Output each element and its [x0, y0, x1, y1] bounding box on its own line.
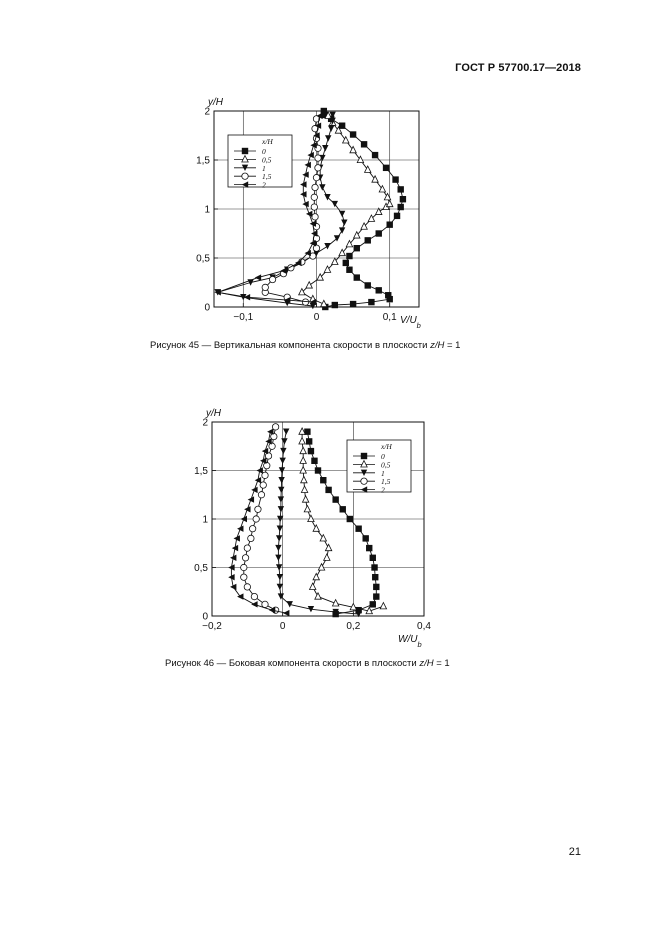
- fig1-series-0-point-13: [365, 237, 371, 243]
- figure-46-chart: [0, 398, 661, 648]
- fig1-series-0-point-7: [365, 282, 371, 288]
- fig1-legend-label-3: 1,5: [262, 172, 272, 182]
- fig1-series-2-point-12: [341, 220, 347, 226]
- fig2-series-2-point-15: [277, 574, 283, 580]
- fig2-legend-marker-0: [361, 453, 367, 459]
- fig1-series-2-point-21: [325, 135, 331, 141]
- fig2-legend-label-3: 1,5: [381, 477, 391, 487]
- fig1-series-2-point-22: [328, 125, 334, 131]
- fig2-series-3-point-12: [244, 545, 250, 551]
- fig2-series-1-point-12: [325, 544, 331, 550]
- fig1-series-3-point-4: [269, 276, 275, 282]
- fig1-y-tick-label-3: 1,5: [196, 155, 210, 167]
- fig1-series-4-point-15: [302, 172, 308, 178]
- figure-45-caption-var: z/H: [430, 340, 445, 351]
- fig2-series-2-point-7: [278, 496, 284, 502]
- fig1-series-0-point-19: [397, 186, 403, 192]
- fig1-y-tick-label-2: 1: [204, 204, 210, 216]
- fig1-series-0-point-21: [383, 165, 389, 171]
- fig1-legend-box: [228, 135, 292, 187]
- fig1-series-1-point-2: [299, 289, 305, 295]
- fig2-series-1-point-5: [301, 476, 307, 482]
- fig1-series-3-point-13: [311, 204, 317, 210]
- document-header: ГОСТ Р 57700.17—2018: [455, 62, 581, 74]
- figure-45-svg: [0, 85, 661, 335]
- fig2-legend-box: [347, 440, 411, 492]
- fig2-y-tick-label-2: 1: [202, 514, 208, 526]
- fig2-series-1-point-14: [318, 564, 324, 570]
- fig1-series-3-point-18: [315, 155, 321, 161]
- fig1-legend-marker-3: [242, 173, 248, 179]
- fig2-series-0-point-6: [325, 487, 331, 493]
- page-number: 21: [568, 846, 581, 858]
- fig1-series-0-point-11: [346, 253, 352, 259]
- fig2-legend-label-4: 2: [381, 485, 385, 495]
- fig1-y-tick-label-4: 2: [204, 106, 210, 118]
- fig2-series-1-point-17: [315, 593, 321, 599]
- fig1-series-4-point-12: [302, 201, 308, 207]
- fig1-legend-label-0: 0: [262, 147, 266, 156]
- fig2-series-2-point-12: [275, 545, 281, 551]
- fig1-series-0-point-17: [397, 204, 403, 210]
- fig2-x-tick-label-0: −0,2: [202, 621, 222, 632]
- fig1-series-0-point-15: [387, 221, 393, 227]
- fig2-series-4-point-9: [241, 516, 247, 522]
- fig1-series-2-point-13: [339, 211, 345, 217]
- fig1-x-axis-label-subscript: b: [416, 320, 421, 330]
- fig2-legend: [347, 440, 411, 495]
- fig2-series-1-point-9: [308, 515, 314, 521]
- fig2-series-2-point-16: [277, 584, 283, 590]
- fig2-series-3-point-2: [269, 443, 275, 449]
- fig2-series-1-point-7: [302, 496, 308, 502]
- figure-46-caption-prefix: Рисунок 46 — Боковая компонента скорости в плоскости: [165, 658, 420, 669]
- fig2-x-tick-label-3: 0,4: [417, 621, 431, 632]
- fig2-series-3-point-4: [264, 462, 270, 468]
- fig2-series-2-point-0: [283, 429, 289, 435]
- fig1-series-0-point-14: [376, 230, 382, 236]
- fig2-series-2-point-18: [287, 601, 293, 607]
- fig1-series-2-point-14: [332, 201, 338, 207]
- fig2-series-3-point-14: [241, 564, 247, 570]
- fig1-legend-label-4: 2: [262, 180, 266, 190]
- fig1-series-0-point-2: [350, 301, 356, 307]
- fig1-series-3-point-12: [312, 214, 318, 220]
- fig2-series-2-point-1: [281, 438, 287, 444]
- fig2-series-0-point-7: [332, 496, 338, 502]
- fig1-series-1-point-14: [387, 200, 393, 206]
- fig2-x-tick-label-2: 0,2: [346, 621, 361, 632]
- fig1-series-1-point-3: [306, 282, 312, 288]
- fig1-series-3-point-14: [311, 194, 317, 200]
- figure-46-caption-suffix: = 1: [433, 658, 450, 669]
- fig1-series-3-point-9: [313, 245, 319, 251]
- fig2-series-2-point-10: [277, 526, 283, 532]
- fig1-series-2-point-20: [322, 145, 328, 151]
- figure-45-chart: [0, 85, 661, 335]
- fig2-series-4-point-17: [237, 593, 243, 599]
- fig2-y-tick-label-1: 0,5: [194, 563, 208, 574]
- fig1-series-4-point-16: [305, 162, 311, 168]
- fig1-y-tick-label-0: 0: [204, 302, 210, 314]
- fig2-series-3-point-18: [262, 601, 268, 607]
- fig2-series-1-point-3: [300, 457, 306, 463]
- fig2-series-0-point-12: [366, 545, 372, 551]
- fig2-series-4-point-18: [251, 601, 257, 607]
- fig2-legend-label-2: 1: [381, 468, 385, 478]
- figure-45-caption: [150, 340, 460, 351]
- fig2-y-axis-label: y/H: [206, 408, 221, 419]
- fig2-series-1-point-21: [380, 603, 386, 609]
- fig1-series-4-point-17: [307, 152, 313, 158]
- fig1-series-3-point-15: [312, 184, 318, 190]
- fig1-series-3-point-3: [262, 284, 268, 290]
- fig2-series-0-point-11: [363, 535, 369, 541]
- fig2-x-axis-label: $W/U_b$: [398, 634, 422, 649]
- fig1-y-axis-label: y/H: [208, 97, 223, 108]
- fig2-series-2-point-11: [276, 535, 282, 541]
- fig2-series-2-point-8: [278, 506, 284, 512]
- fig2-series-0-point-1: [306, 438, 312, 444]
- fig2-legend-label-0: 0: [381, 452, 385, 461]
- fig2-legend-label-1: 0,5: [381, 460, 391, 470]
- fig2-series-1-point-8: [304, 506, 310, 512]
- fig1-series-4-point-11: [306, 211, 312, 217]
- fig1-series-2-point-16: [319, 184, 325, 190]
- fig2-series-3-point-16: [244, 584, 250, 590]
- fig2-series-2-point-3: [279, 458, 285, 464]
- fig2-series-0-point-4: [315, 467, 321, 473]
- fig1-legend-label-2: 1: [262, 163, 266, 173]
- fig1-series-0-point-20: [392, 176, 398, 182]
- fig1-series-4-point-18: [310, 142, 316, 148]
- figure-46-caption: [165, 658, 450, 669]
- fig2-series-3-point-9: [253, 516, 259, 522]
- fig2-y-tick-label-3: 1,5: [194, 466, 208, 477]
- fig1-series-0-point-24: [350, 131, 356, 137]
- fig2-series-0-point-18: [370, 601, 376, 607]
- fig1-series-4-point-4: [255, 274, 261, 280]
- fig2-series-2-point-6: [278, 487, 284, 493]
- fig2-series-1-point-15: [313, 573, 319, 579]
- fig2-series-3-point-10: [249, 526, 255, 532]
- fig1-series-2-point-11: [339, 227, 345, 233]
- fig2-series-3-point-7: [258, 492, 264, 498]
- fig2-series-0-point-15: [372, 574, 378, 580]
- fig2-x-axis-label-subscript: b: [417, 639, 422, 649]
- fig2-series-1-point-16: [310, 583, 316, 589]
- figure-45-caption-prefix: Рисунок 45 — Вертикальная компонента скорости в плоскости: [150, 340, 431, 351]
- fig1-series-0-point-6: [376, 287, 382, 293]
- fig1-legend-title: x/H: [262, 137, 273, 146]
- fig1-series-3-point-17: [315, 165, 321, 171]
- fig2-y-tick-label-4: 2: [202, 417, 208, 429]
- fig2-series-0-point-14: [371, 564, 377, 570]
- fig1-series-0-point-3: [368, 299, 374, 305]
- fig2-legend-marker-3: [361, 478, 367, 484]
- fig2-series-0-point-5: [320, 477, 326, 483]
- fig1-series-0-point-18: [400, 196, 406, 202]
- fig2-series-1-point-1: [299, 438, 305, 444]
- fig2-series-4-point-7: [248, 496, 254, 502]
- fig1-x-tick-label-1: 0: [313, 312, 320, 323]
- fig1-legend-label-1: 0,5: [262, 155, 272, 165]
- fig2-series-0-point-16: [373, 584, 379, 590]
- fig2-series-4-point-6: [251, 487, 257, 493]
- figure-46-svg: [0, 398, 661, 648]
- fig1-x-tick-label-2: 0,1: [382, 312, 397, 323]
- fig1-series-0-point-22: [372, 152, 378, 158]
- fig2-series-3-point-17: [251, 593, 257, 599]
- fig2-series-3-point-11: [248, 535, 254, 541]
- fig2-series-2-point-13: [275, 555, 281, 561]
- fig1-series-1-point-11: [368, 215, 374, 221]
- fig2-series-3-point-15: [241, 574, 247, 580]
- fig2-series-1-point-10: [313, 525, 319, 531]
- fig2-series-4-point-10: [237, 526, 243, 532]
- fig1-series-0-point-8: [354, 274, 360, 280]
- fig1-legend: [228, 135, 292, 190]
- fig1-x-axis-label: $V/U_b$: [400, 315, 421, 330]
- fig1-series-2-point-9: [324, 243, 330, 249]
- fig2-series-0-point-10: [355, 526, 361, 532]
- fig1-series-0-point-1: [332, 302, 338, 308]
- fig2-series-4-point-20: [283, 610, 289, 616]
- fig2-y-tick-label-0: 0: [202, 611, 208, 623]
- fig2-series-0-point-13: [370, 555, 376, 561]
- fig1-legend-marker-0: [242, 148, 248, 154]
- fig2-series-1-point-4: [300, 467, 306, 473]
- fig1-series-0-point-10: [343, 260, 349, 266]
- fig1-series-0-point-23: [361, 141, 367, 147]
- figure-46-caption-var: z/H: [419, 658, 434, 669]
- fig2-x-tick-label-1: 0: [279, 621, 286, 632]
- fig2-series-1-point-13: [324, 554, 330, 560]
- fig2-series-0-point-3: [311, 458, 317, 464]
- fig1-series-0-point-16: [394, 213, 400, 219]
- fig1-y-tick-label-1: 0,5: [196, 253, 210, 265]
- figure-45-caption-suffix: = 1: [444, 340, 461, 351]
- fig1-series-0-point-9: [346, 267, 352, 273]
- fig2-series-2-point-5: [278, 477, 284, 483]
- fig2-series-0-point-9: [347, 516, 353, 522]
- fig1-x-tick-label-0: −0,1: [233, 312, 254, 323]
- fig2-series-2-point-2: [280, 448, 286, 454]
- fig2-series-3-point-13: [242, 555, 248, 561]
- fig2-series-3-point-8: [255, 506, 261, 512]
- fig1-series-3-point-16: [313, 174, 319, 180]
- fig2-series-0-point-8: [340, 506, 346, 512]
- fig2-series-1-point-6: [301, 486, 307, 492]
- fig2-series-0-point-17: [373, 593, 379, 599]
- fig2-series-line-2: [278, 432, 358, 614]
- fig2-series-1-point-2: [300, 447, 306, 453]
- fig1-series-0-point-5: [385, 292, 391, 298]
- fig2-series-0-point-2: [308, 448, 314, 454]
- fig2-series-4-point-8: [244, 506, 250, 512]
- fig1-series-0-point-25: [339, 123, 345, 129]
- fig2-legend-title: x/H: [381, 442, 392, 451]
- fig1-series-0-point-12: [354, 245, 360, 251]
